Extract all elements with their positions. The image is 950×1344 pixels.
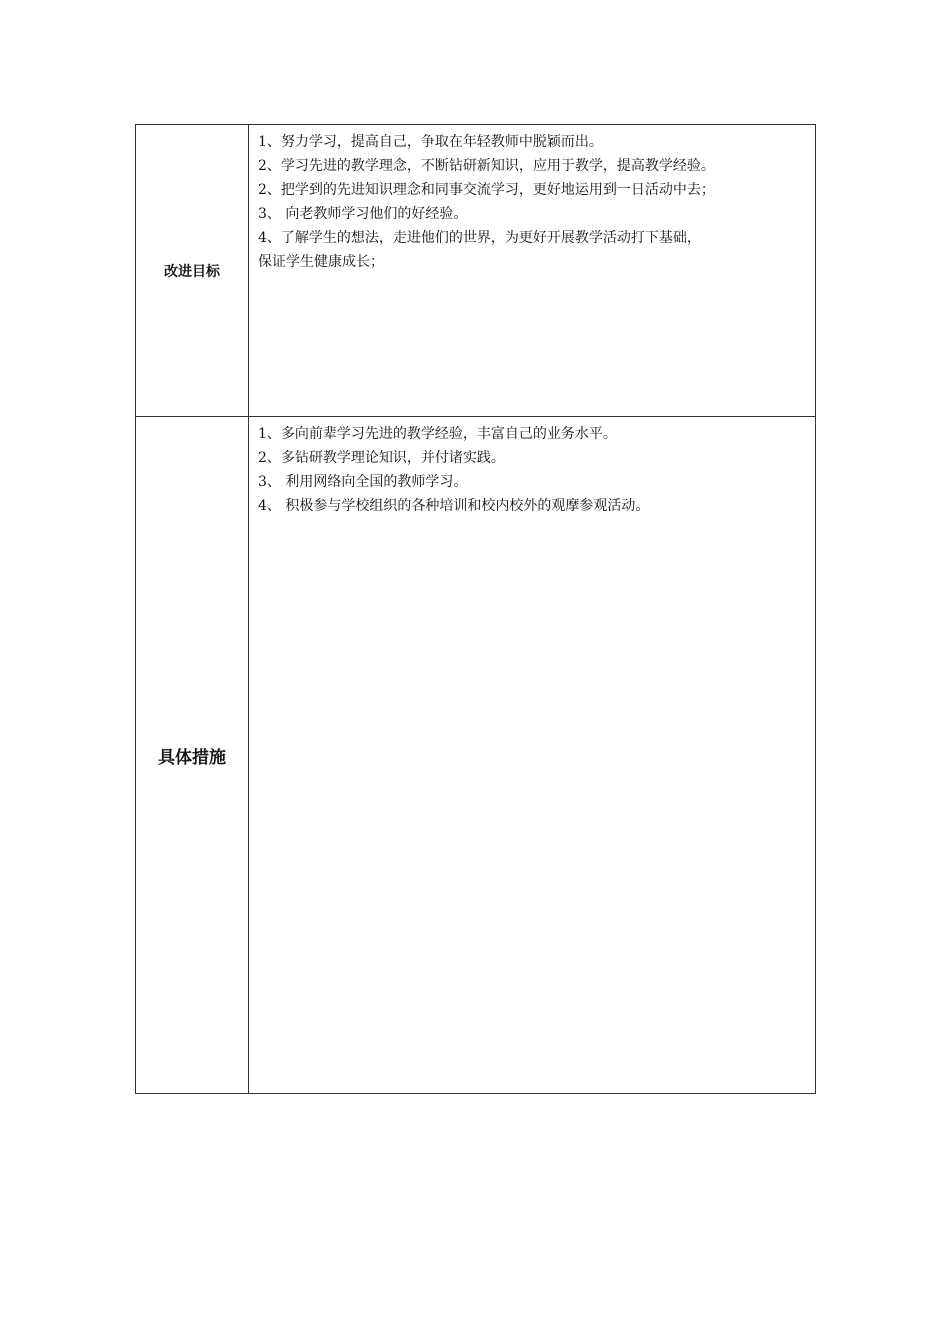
plan-table bbox=[135, 124, 816, 1094]
goal-line: 保证学生健康成长； bbox=[258, 254, 384, 270]
goal-line: 3、 向老教师学习他们的好经验。 bbox=[258, 206, 468, 222]
table-row-specific-measures bbox=[136, 417, 816, 1094]
measure-line: 1、多向前辈学习先进的教学经验，丰富自己的业务水平。 bbox=[258, 426, 617, 442]
improvement-goals-content bbox=[249, 125, 816, 417]
improvement-goals-label: 改进目标 bbox=[136, 125, 249, 417]
goal-line: 4、了解学生的想法，走进他们的世界，为更好开展教学活动打下基础， bbox=[258, 230, 701, 246]
goal-line: 2、把学到的先进知识理念和同事交流学习，更好地运用到一日活动中去； bbox=[258, 182, 715, 198]
specific-measures-content bbox=[249, 417, 816, 1094]
measure-line: 4、 积极参与学校组织的各种培训和校内校外的观摩参观活动。 bbox=[258, 498, 650, 514]
goal-line: 2、学习先进的教学理念，不断钻研新知识，应用于教学，提高教学经验。 bbox=[258, 158, 715, 174]
measure-line: 3、 利用网络向全国的教师学习。 bbox=[258, 474, 468, 490]
table-row-improvement-goals bbox=[136, 125, 816, 417]
goal-line: 1、努力学习，提高自己，争取在年轻教师中脱颖而出。 bbox=[258, 134, 603, 150]
specific-measures-label: 具体措施 bbox=[136, 417, 249, 1094]
measure-line: 2、多钻研教学理论知识，并付诸实践。 bbox=[258, 450, 505, 466]
